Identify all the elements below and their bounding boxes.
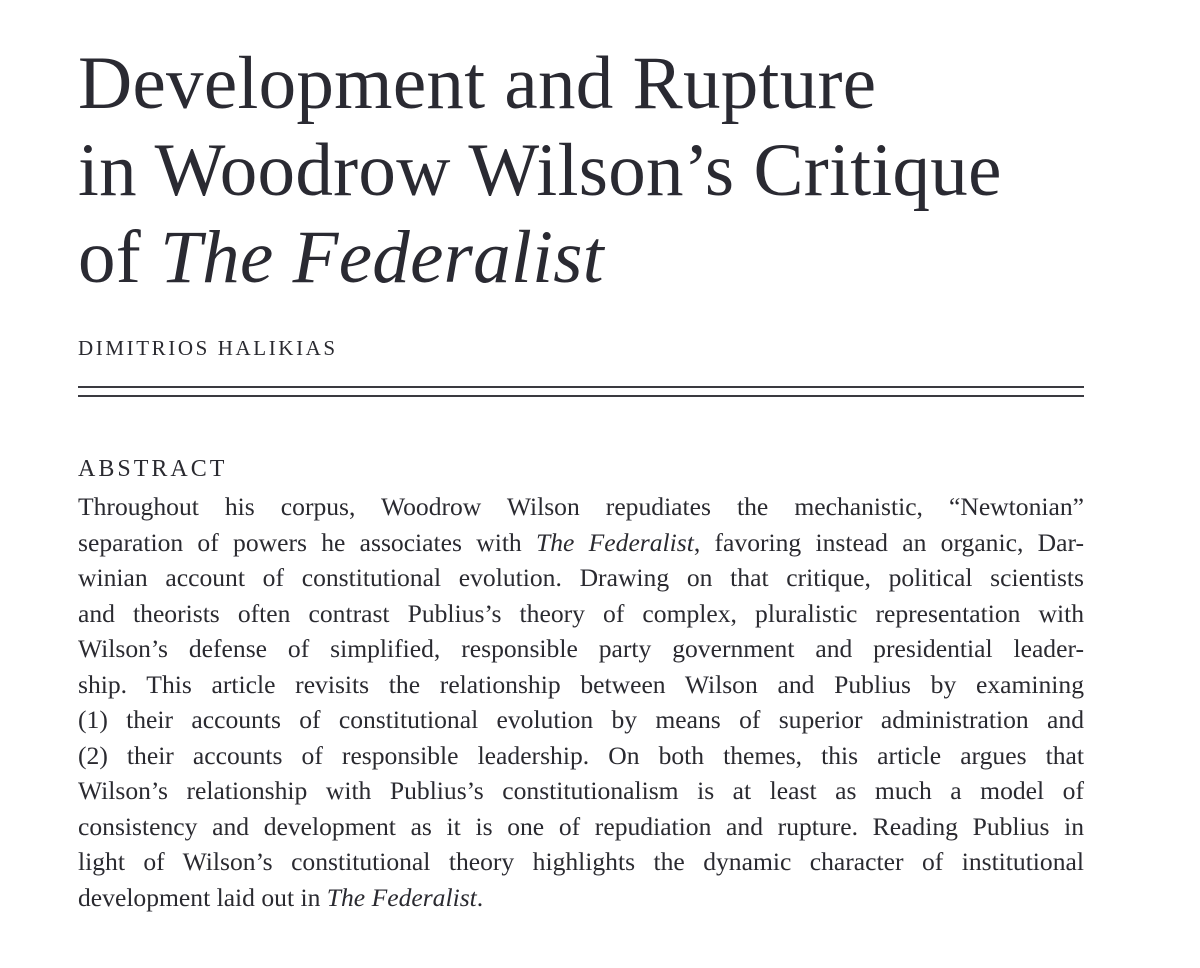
abstract-line xyxy=(78,844,1084,880)
abstract-text: light of Wilson’s constitutional theory highlights the dynamic character of institutional xyxy=(78,847,1084,876)
abstract-heading: ABSTRACT xyxy=(78,456,228,482)
abstract-line xyxy=(78,809,1084,845)
abstract-text: development laid out in xyxy=(78,882,327,912)
abstract-text: (2) their accounts of responsible leadership. On both themes, this article argues that xyxy=(78,740,1084,770)
abstract-text: Wilson’s defense of simplified, responsible party government and presidential leader- xyxy=(78,634,1084,663)
abstract-line xyxy=(78,738,1084,774)
abstract-italic-text: The Federalist xyxy=(536,527,694,557)
abstract-text: and theorists often contrast Publius’s theory of complex, pluralistic representation with xyxy=(78,598,1084,628)
abstract-line xyxy=(78,560,1084,596)
abstract-text: ship. This article revisits the relationship between Wilson and Publius by examining xyxy=(78,669,1084,699)
abstract-text: consistency and development as it is one of repudiation and rupture. Reading Publius in xyxy=(78,811,1084,841)
abstract-line xyxy=(78,880,1084,916)
double-rule-top xyxy=(78,386,1084,388)
abstract-text: winian account of constitutional evolution. Drawing on that critique, political scientists xyxy=(78,563,1084,592)
abstract-text: (1) their accounts of constitutional evolution by means of superior administration and xyxy=(78,705,1084,734)
title-line-3 xyxy=(78,214,1084,301)
title-line-2: in Woodrow Wilson’s Critique xyxy=(78,129,1002,212)
abstract-line xyxy=(78,489,1084,525)
abstract-line xyxy=(78,596,1084,632)
abstract-text: . xyxy=(476,882,484,912)
double-rule-bottom xyxy=(78,395,1084,397)
abstract-text: Throughout his corpus, Woodrow Wilson repudiates the mechanistic, “Newtonian” xyxy=(78,492,1084,521)
title-line-3-prefix: of xyxy=(78,216,161,299)
title-line-1: Development and Rupture xyxy=(78,42,877,125)
abstract-text: separation of powers he associates with xyxy=(78,527,536,557)
abstract-line xyxy=(78,773,1084,809)
abstract-italic-text: The Federalist xyxy=(326,882,477,912)
abstract-line xyxy=(78,702,1084,738)
title-italic-the-federalist: The Federalist xyxy=(160,216,604,299)
abstract-line xyxy=(78,667,1084,703)
abstract-line xyxy=(78,525,1084,561)
article-title xyxy=(78,40,1084,301)
author-name: DIMITRIOS HALIKIAS xyxy=(78,336,338,360)
abstract-body xyxy=(78,489,1084,915)
abstract-line xyxy=(78,631,1084,667)
abstract-text: Wilson’s relationship with Publius’s constitutionalism is at least as much a model of xyxy=(78,776,1084,805)
abstract-text: , favoring instead an organic, Dar- xyxy=(693,527,1084,557)
